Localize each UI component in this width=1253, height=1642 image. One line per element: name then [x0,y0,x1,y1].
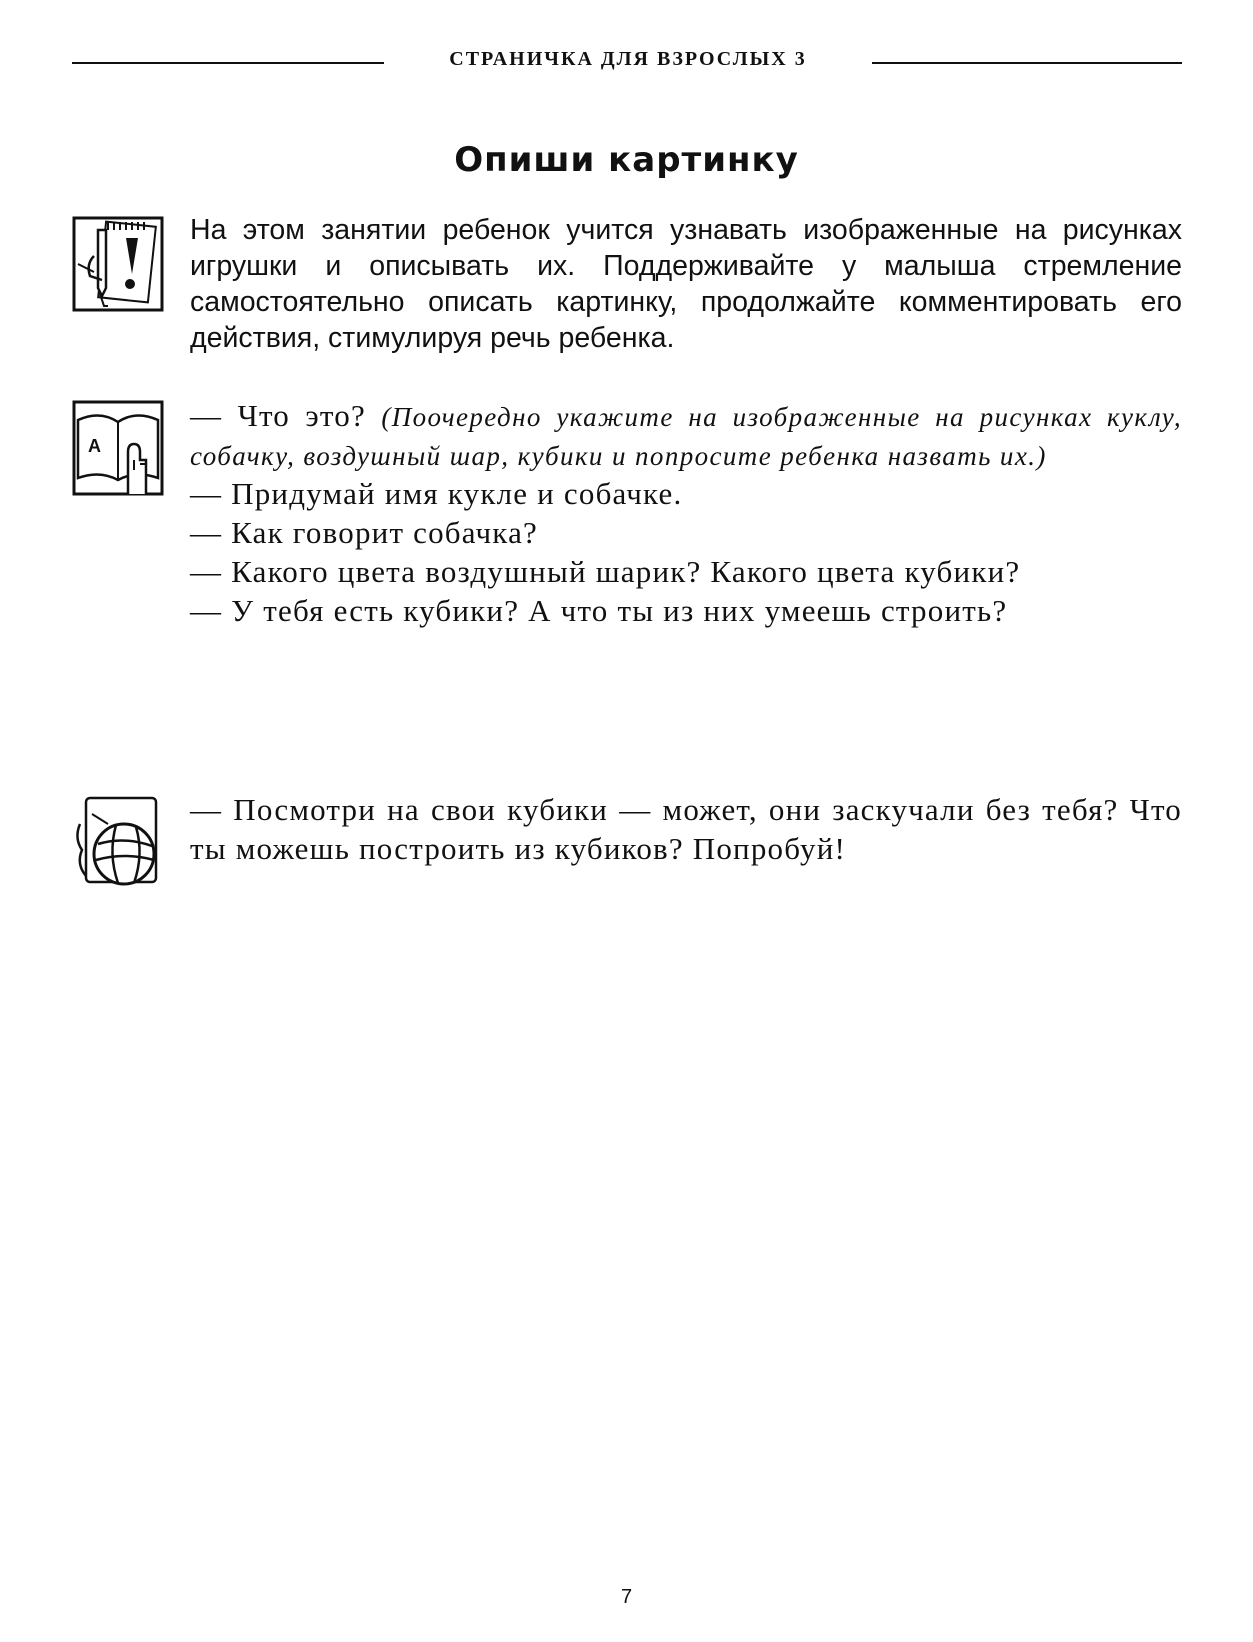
question-item-5: — У тебя есть кубики? А что ты из них умеешь строить? [190,593,1008,628]
page-number: 7 [620,1586,633,1608]
question-what-is-it: — Что это? [190,398,366,433]
intro-section [72,212,1182,362]
ball-toys-icon [72,794,164,890]
questions-list [190,396,1182,630]
notepad-exclamation-icon [72,216,164,312]
question-item-4: — Какого цвета воздушный шарик? Какого цвета кубики? [190,554,1021,589]
activity-paragraph: — Посмотри на свои кубики — может, они заскучали без тебя? Что ты можешь построить из кубиков? Попробуй! [190,792,1182,866]
running-title: СТРАНИЧКА ДЛЯ ВЗРОСЛЫХ 3 [449,48,807,70]
header-rule-right [872,62,1182,64]
question-item-2: — Придумай имя кукле и собачке. [190,476,683,511]
running-header [72,44,1182,78]
page-title: Опиши картинку [454,140,799,180]
svg-text:A: A [88,436,101,456]
intro-paragraph: На этом занятии ребенок учится узнавать изображенные на рисунках игрушки и описывать их. Поддерживайте у малыша стремление самостоятельно описать картинку, продолжайте комментировать его действия, стимулируя речь ребенка. [190,214,1182,354]
book-pointing-icon [72,400,164,496]
question-instruction-hint: (Поочередно укажите на изображенные на рисунках куклу, собачку, воздушный шар, кубики и попросите ребенка назвать их.) [190,402,1182,471]
header-rule-left [72,62,384,64]
activity-section [72,790,1182,900]
question-item-1 [190,396,1182,474]
questions-section [72,396,1182,756]
question-item-3: — Как говорит собачка? [190,515,538,550]
